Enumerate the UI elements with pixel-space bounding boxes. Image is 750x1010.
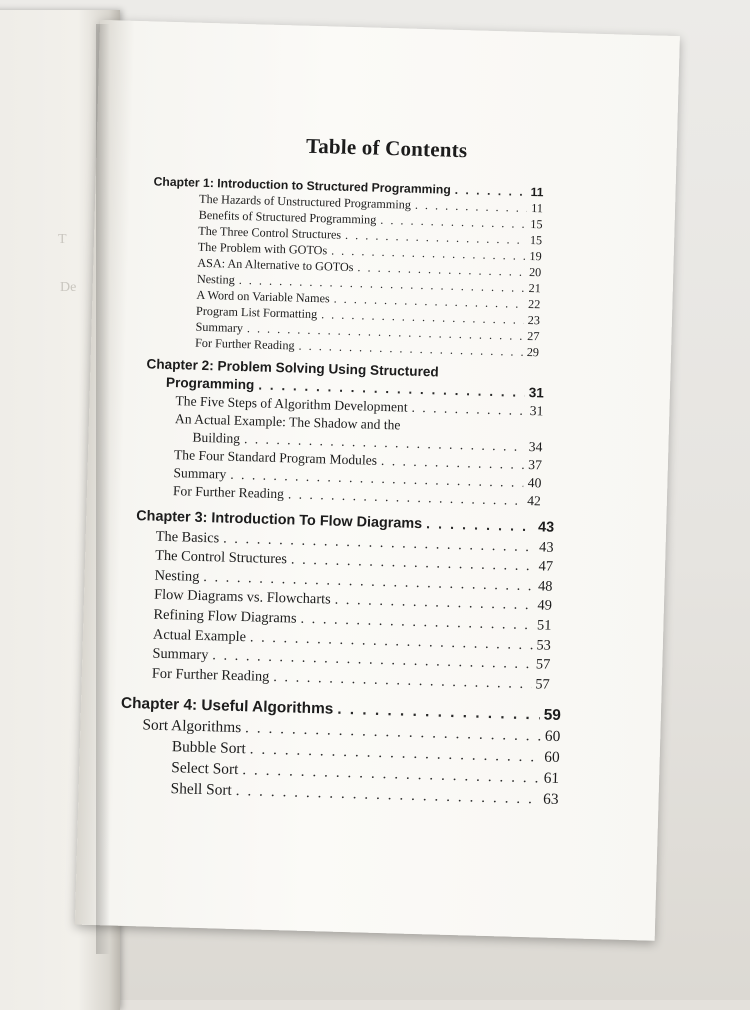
page-number: 23 xyxy=(527,312,541,328)
toc-entry: Flow Diagrams vs. Flowcharts . . . 49 xyxy=(154,586,552,617)
toc-entry: Program List Formatting . . . 23 xyxy=(196,303,540,329)
page-number: 53 xyxy=(536,636,552,654)
toc-entry: Select Sort . . . 61 xyxy=(171,757,559,789)
page-number: 59 xyxy=(543,706,562,725)
chapter-heading-continued: Programming . . . 31 xyxy=(146,373,544,402)
chapter-1 xyxy=(149,173,544,360)
page-title: Table of Contents xyxy=(305,133,468,163)
toc-entry: Summary . . . 40 xyxy=(173,464,541,492)
chapter-heading: Chapter 1: Introduction to Structured Programming . . . 11 xyxy=(153,173,543,200)
page-number: 22 xyxy=(527,296,541,312)
page-number: 43 xyxy=(537,519,555,536)
chapter-3 xyxy=(132,507,555,695)
page-number: 15 xyxy=(529,232,543,248)
toc-entry: For Further Reading . . . 42 xyxy=(173,482,541,510)
chapter-heading: Chapter 3: Introduction To Flow Diagrams . . . 43 xyxy=(136,507,554,538)
page-number: 20 xyxy=(528,264,542,280)
page-number: 63 xyxy=(542,790,559,809)
page-number: 11 xyxy=(530,184,544,200)
toc-entry: For Further Reading . . . 29 xyxy=(195,335,539,361)
toc-entry: Nesting . . . 48 xyxy=(154,566,552,597)
book-page xyxy=(75,20,680,941)
page-number: 51 xyxy=(536,617,552,634)
left-page-fragment: T xyxy=(58,232,67,247)
page-number: 60 xyxy=(544,748,560,767)
toc-entry: The Basics . . . 43 xyxy=(155,527,553,558)
page-number: 60 xyxy=(544,727,561,746)
toc-entry: Refining Flow Diagrams . . . 51 xyxy=(153,606,551,637)
page-number: 48 xyxy=(537,578,553,595)
chapter-heading: Chapter 2: Problem Solving Using Structured xyxy=(146,356,439,380)
page-number: 42 xyxy=(527,493,542,509)
toc-entry: Benefits of Structured Programming . . . 15 xyxy=(198,207,542,233)
toc-entry: Bubble Sort . . . 60 xyxy=(172,736,560,768)
chapter-4 xyxy=(118,693,561,810)
toc-entry: Sort Algorithms . . . 60 xyxy=(142,714,560,747)
left-page-fragment: De xyxy=(60,280,77,295)
page-number: 47 xyxy=(538,558,554,575)
page-number: 57 xyxy=(535,656,551,673)
toc-entry: The Problem with GOTOs . . . 19 xyxy=(198,239,542,265)
page-number: 57 xyxy=(535,676,550,693)
toc-entry: Nesting . . . 21 xyxy=(197,271,541,297)
page-number: 29 xyxy=(526,344,540,360)
toc-entry: For Further Reading . . . 57 xyxy=(152,664,550,695)
page-number: 31 xyxy=(529,403,544,419)
page-number: 61 xyxy=(543,769,560,788)
page-number: 40 xyxy=(527,475,542,491)
chapter-heading: Chapter 4: Useful Algorithms . . . 59 xyxy=(121,693,561,726)
page-number: 27 xyxy=(527,328,540,344)
toc-entry: Summary . . . 27 xyxy=(195,319,539,345)
toc-entry: The Control Structures . . . 47 xyxy=(155,547,553,578)
toc-entry: The Four Standard Program Modules . . . 37 xyxy=(174,446,542,474)
toc-entry: Actual Example . . . 53 xyxy=(153,625,551,656)
toc-entry: Summary . . . 57 xyxy=(152,645,550,676)
page-number: 49 xyxy=(537,597,553,615)
page-number: 31 xyxy=(528,385,545,401)
page-number: 37 xyxy=(528,457,543,473)
toc-entry: A Word on Variable Names . . . 22 xyxy=(196,287,540,313)
toc-entry: Shell Sort . . . 63 xyxy=(170,778,558,810)
binding-shadow xyxy=(96,24,110,954)
page-number: 43 xyxy=(538,538,554,556)
toc-entry-multiline: An Actual Example: The Shadow and the Building . . . 34 xyxy=(174,410,543,456)
toc-entry: ASA: An Alternative to GOTOs . . . 20 xyxy=(197,255,541,281)
toc-entry: The Five Steps of Algorithm Development . . . 31 xyxy=(175,392,543,420)
chapter-2 xyxy=(143,355,545,510)
page-number: 11 xyxy=(531,201,544,216)
page-number: 34 xyxy=(528,439,543,455)
page-number: 19 xyxy=(529,248,542,264)
page-number: 15 xyxy=(530,216,543,232)
toc-entry: The Hazards of Unstructured Programming . . . 11 xyxy=(199,191,543,217)
page-number: 21 xyxy=(528,280,541,296)
toc-entry: The Three Control Structures . . . 15 xyxy=(198,223,542,249)
